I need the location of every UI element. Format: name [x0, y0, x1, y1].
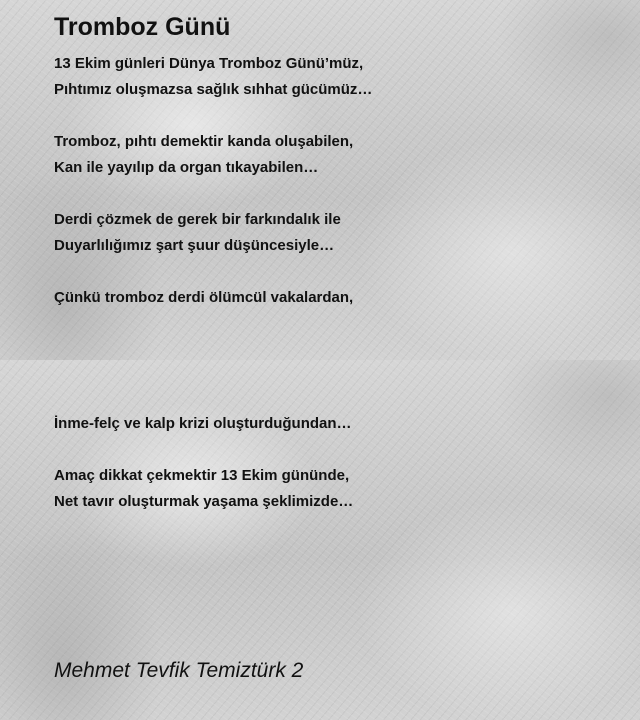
poem-verses-part1 — [54, 51, 372, 311]
stanza-gap — [54, 103, 372, 129]
verse-line: İnme-felç ve kalp krizi oluşturduğundan… — [54, 415, 352, 432]
verse-line: Kan ile yayılıp da organ tıkayabilen… — [54, 159, 319, 176]
poem-author: Mehmet Tevfik Temiztürk 2 — [54, 659, 304, 682]
stanza-gap — [54, 259, 372, 285]
verse-line: Tromboz, pıhtı demektir kanda oluşabilen, — [54, 133, 354, 150]
verse-line: Duyarlılığımız şart şuur düşüncesiyle… — [54, 237, 335, 254]
stanza-gap — [54, 437, 353, 463]
poem-verses-part2 — [54, 411, 353, 515]
stanza-gap — [54, 181, 372, 207]
verse-line: Derdi çözmek de gerek bir farkındalık ile — [54, 211, 341, 228]
verse-line: Amaç dikkat çekmektir 13 Ekim gününde, — [54, 467, 350, 484]
poem-title: Tromboz Günü — [54, 13, 231, 41]
verse-line: Çünkü tromboz derdi ölümcül vakalardan, — [54, 289, 354, 306]
verse-line: Pıhtımız oluşmazsa sağlık sıhhat gücümüz… — [54, 81, 373, 98]
verse-line: Net tavır oluşturmak yaşama şeklimizde… — [54, 493, 354, 510]
verse-line: 13 Ekim günleri Dünya Tromboz Günü’müz, — [54, 55, 364, 72]
